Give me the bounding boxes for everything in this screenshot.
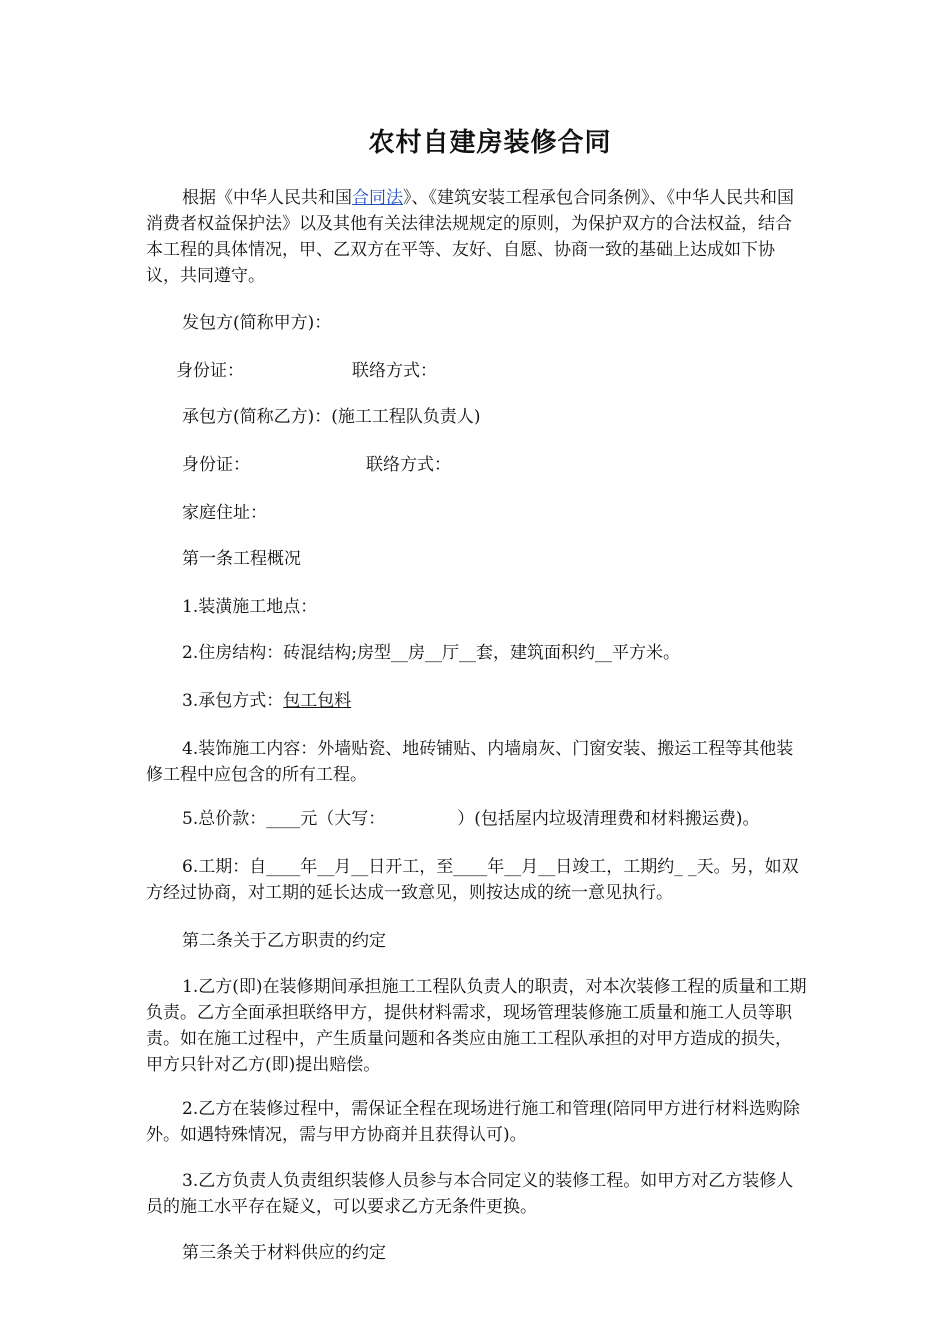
article-1-item-1: 1.装潢施工地点： — [182, 597, 318, 617]
intro-text-post: 》、《建筑安装工程承包合同条例》、《中华人民共和国消费者权益保护法》以及其他有关法律法规规定的原则，为保护双方的合法权益，结合本工程的具体情况，甲、乙双方在平等、友好、自愿、协商一致的基础上达成如下协议，共同遵守。 — [146, 188, 794, 286]
article-1-item-4: 4.装饰施工内容：外墙贴瓷、地砖铺贴、内墙扇灰、门窗安装、搬运工程等其他装修工程中应包含的所有工程。 — [146, 739, 794, 785]
party-b-id-label: 身份证： — [182, 455, 250, 475]
article-1-item-6: 6.工期：自____年__月__日开工，至____年__月__日竣工，工期约_ _天。另，如双方经过协商，对工期的延长达成一致意见，则按达成的统一意见执行。 — [146, 857, 799, 903]
article-1-item-5 — [182, 806, 760, 832]
document-title: 农村自建房装修合同 — [368, 128, 612, 158]
total-price-label: 5.总价款： — [182, 809, 267, 829]
party-a-contact-label: 联络方式： — [352, 361, 437, 381]
party-a-id-label: 身份证： — [176, 361, 244, 381]
contract-law-link[interactable]: 合同法 — [352, 188, 403, 208]
total-price-unit: 元（大写： — [300, 809, 386, 829]
total-price-note: ）(包括屋内垃圾清理费和材料搬运费)。 — [457, 809, 760, 829]
article-2-item-3: 3.乙方负责人负责组织装修人员参与本合同定义的装修工程。如甲方对乙方装修人员的施工水平存在疑义，可以要求乙方无条件更换。 — [146, 1171, 794, 1217]
article-1-item-3 — [182, 688, 351, 714]
article-2-item-2: 2.乙方在装修过程中，需保证全程在现场进行施工和管理(陪同甲方进行材料选购除外。如遇特殊情况，需与甲方协商并且获得认可)。 — [146, 1099, 800, 1145]
article-2-title: 第二条关于乙方职责的约定 — [182, 931, 386, 951]
intro-paragraph — [146, 185, 808, 289]
total-price-blank: ____ — [266, 809, 301, 829]
article-1-item-2: 2.住房结构：砖混结构;房型__房__厅__套，建筑面积约__平方米。 — [182, 643, 680, 663]
contract-type-label: 3.承包方式： — [182, 691, 284, 711]
article-2-item-1: 1.乙方(即)在装修期间承担施工工程队负责人的职责，对本次装修工程的质量和工期负责。乙方全面承担联络甲方，提供材料需求，现场管理装修施工质量和施工人员等职责。如在施工过程中，产生质量问题和各类应由施工工程队承担的对甲方造成的损失，甲方只针对乙方(即)提出赔偿。 — [146, 977, 807, 1075]
party-b-contact-label: 联络方式： — [366, 455, 451, 475]
party-b-label: 承包方(简称乙方)：(施工工程队负责人) — [182, 407, 481, 427]
contract-type-value: 包工包料 — [283, 691, 352, 711]
intro-text-pre: 根据《中华人民共和国 — [182, 188, 352, 208]
article-1-title: 第一条工程概况 — [182, 549, 301, 569]
article-3-title: 第三条关于材料供应的约定 — [182, 1243, 386, 1263]
address-label: 家庭住址： — [182, 503, 267, 523]
party-a-label: 发包方(简称甲方)： — [182, 313, 332, 333]
